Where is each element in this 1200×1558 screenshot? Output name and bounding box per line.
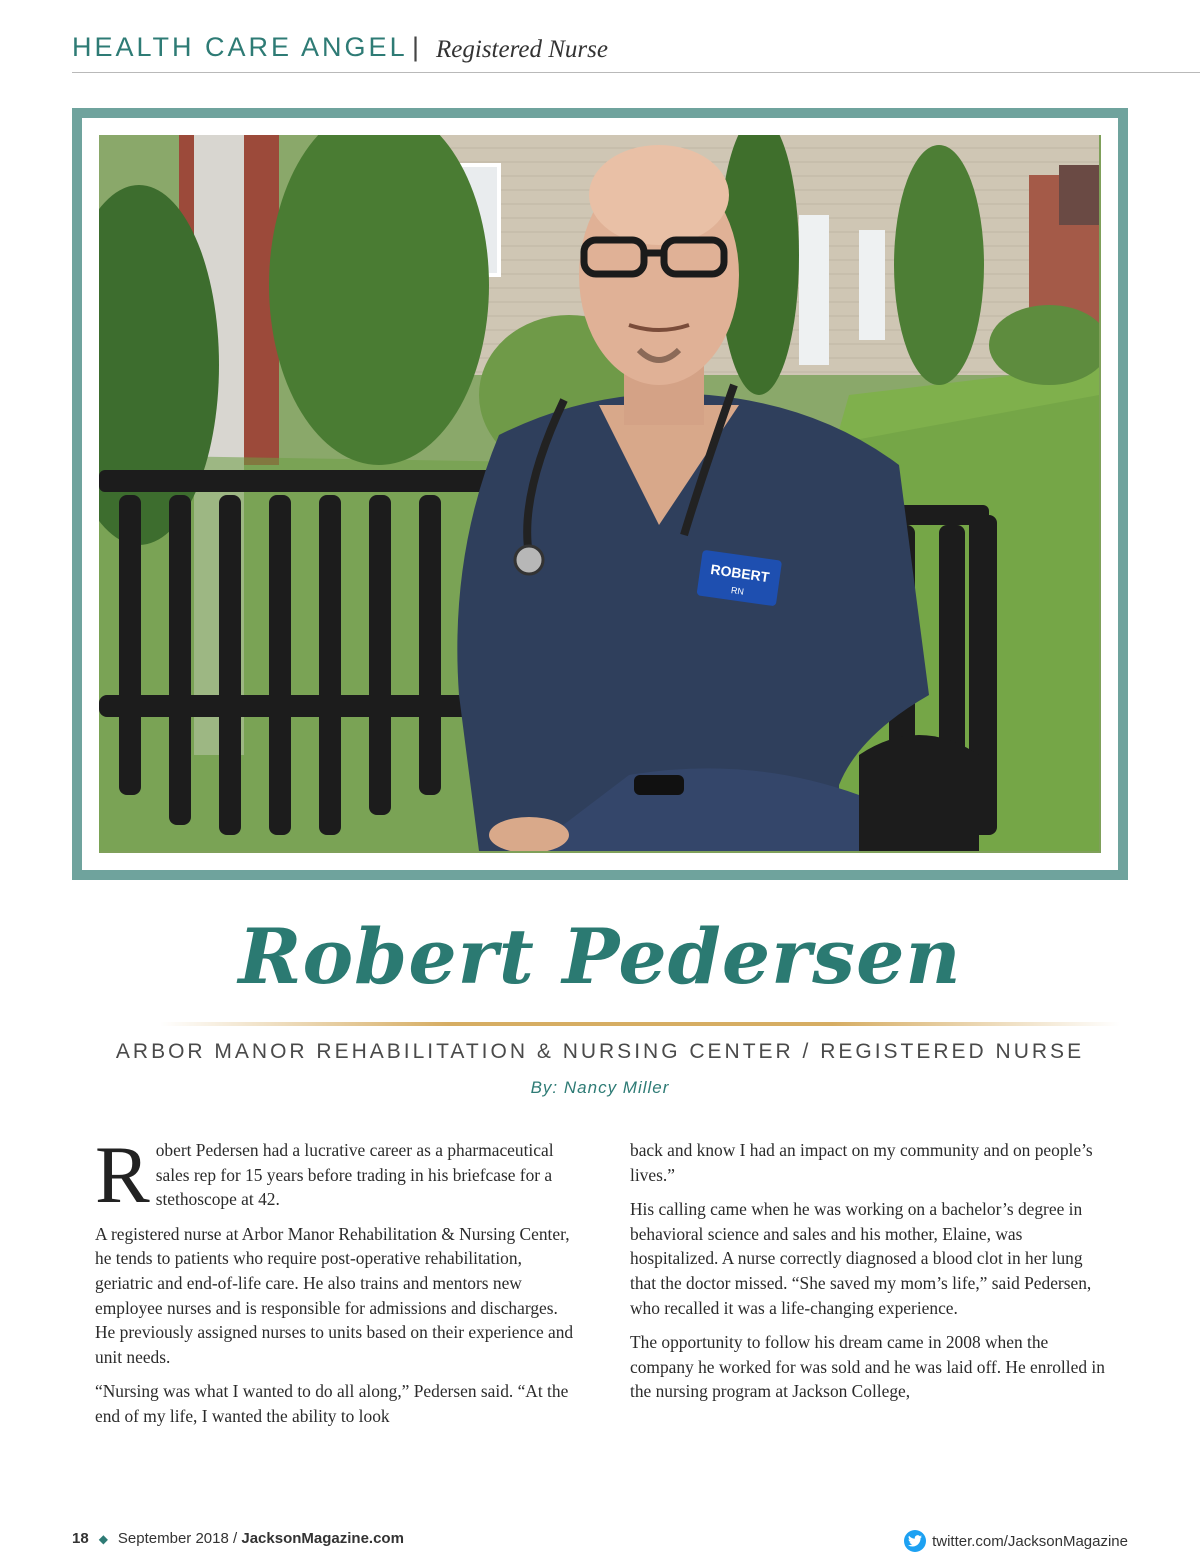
- photo-frame: [72, 108, 1128, 880]
- paragraph: “Nursing was what I wanted to do all along,” Pedersen said. “At the end of my life, I wanted the ability to look: [95, 1381, 569, 1426]
- portrait-photo: [99, 135, 1101, 853]
- article-title: Robert Pedersen: [238, 912, 962, 1001]
- portrait-illustration: [99, 135, 1099, 851]
- article-subtitle: ARBOR MANOR REHABILITATION & NURSING CENTER / REGISTERED NURSE: [115, 1040, 1085, 1063]
- drop-cap: R: [95, 1129, 150, 1220]
- paragraph: A registered nurse at Arbor Manor Rehabilitation & Nursing Center, he tends to patients who require post-operative rehabilitation, geriatric and end-of-life care. He also trains and mentors new employee nurses and is responsible for admissions and discharges. He previously assigned nurses to units based on their experience and unit needs.: [95, 1223, 574, 1367]
- page-header: [72, 28, 1200, 73]
- header-separator: |: [412, 32, 420, 62]
- diamond-icon: ◆: [98, 1532, 108, 1546]
- title-divider: [160, 1022, 1120, 1026]
- paragraph: back and know I had an impact on my community and on people’s lives.”: [630, 1140, 1093, 1185]
- body-column-right: [630, 1138, 1110, 1414]
- paragraph: His calling came when he was working on a bachelor’s degree in behavioral science and sales and his mother, Elaine, was hospitalized. A nurse correctly diagnosed a blood clot in her lung that the doctor missed. “She saved my mom’s life,” said Pedersen, who recalled it was a life-changing experience.: [630, 1199, 1092, 1318]
- badge-name: ROBERT: [709, 561, 771, 586]
- section-label: HEALTH CARE ANGEL: [72, 32, 408, 62]
- byline: By: Nancy Miller: [530, 1078, 670, 1097]
- paragraph-text: obert Pedersen had a lucrative career as a pharmaceutical sales rep for 15 years before trading in his briefcase for a stethoscope at 42.: [155, 1140, 554, 1210]
- paragraph: [95, 1129, 575, 1220]
- badge-credential: RN: [730, 585, 745, 597]
- footer-slash: /: [233, 1530, 238, 1547]
- section-subtitle: Registered Nurse: [436, 36, 608, 63]
- twitter-link[interactable]: [904, 1530, 1128, 1552]
- issue-date: September 2018: [117, 1530, 229, 1547]
- photo-mat: [82, 118, 1118, 870]
- website-link[interactable]: JacksonMagazine.com: [241, 1530, 404, 1547]
- footer-folio: [72, 1530, 404, 1547]
- page-footer: [72, 1530, 1128, 1554]
- paragraph: The opportunity to follow his dream came in 2008 when the company he worked for was sold and he was laid off. He enrolled in the nursing program at Jackson College,: [630, 1332, 1105, 1402]
- body-column-left: [95, 1129, 575, 1439]
- twitter-handle: twitter.com/JacksonMagazine: [932, 1532, 1128, 1550]
- page-number: 18: [72, 1530, 89, 1547]
- twitter-icon: [904, 1530, 926, 1552]
